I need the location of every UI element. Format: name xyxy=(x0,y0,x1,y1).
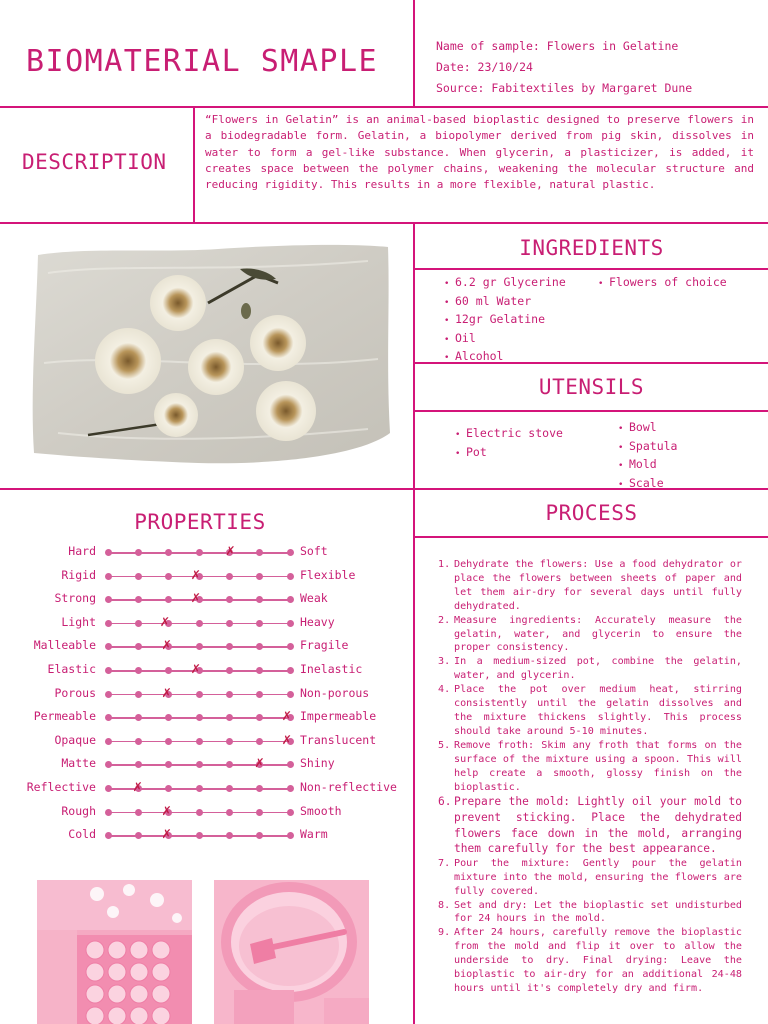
scale-dot xyxy=(196,809,203,816)
scale-dot xyxy=(196,643,203,650)
scale-dot xyxy=(287,596,294,603)
process-step-number: 1. xyxy=(438,559,451,570)
scale-dot xyxy=(165,785,172,792)
process-step-text: Remove froth: Skim any froth that forms on the surface of the mixture using a spoon. This will help create a smooth, glossy finish on the bioplastic. xyxy=(454,739,742,793)
scale-dot xyxy=(196,785,203,792)
scale-dot xyxy=(287,573,294,580)
scale-mark-icon: ✗ xyxy=(160,611,170,630)
property-right-label: Translucent xyxy=(300,732,377,747)
ingredients-list-2 xyxy=(598,274,727,293)
process-step-text: Place the pot over medium heat, stirring consistently until the gelatin dissolves and the mixture thickens slightly. This process should take around 5-10 minutes. xyxy=(454,684,742,737)
scale-mark-icon: ✗ xyxy=(162,824,172,843)
divider-header-bottom xyxy=(0,106,768,108)
property-scale-row xyxy=(0,777,410,802)
list-item: • Alcohol xyxy=(444,348,566,367)
sample-date: Date: 23/10/24 xyxy=(436,60,533,74)
sample-photo xyxy=(28,243,392,465)
scale-mark-icon: ✗ xyxy=(191,659,201,677)
scale-dot xyxy=(135,573,142,580)
scale-mark-icon: ✗ xyxy=(254,753,264,772)
list-item: • 12gr Gelatine xyxy=(444,311,566,330)
property-right-label: Warm xyxy=(300,827,328,842)
property-right-label: Non-porous xyxy=(300,685,370,700)
scale-dot xyxy=(226,761,233,768)
list-item: • 60 ml Water xyxy=(444,293,566,312)
description-text: “Flowers in Gelatin” is an animal-based bioplastic designed to preserve flowers in a biodegradable form. Gelatin, a biopolymer derived from pig skin, dissolves in water to form a gel-like substance. When glycerin, a plasticizer, is added, it creates space between the polymer chains, weakening the molecular structure and reducing rigidity. This results in a more flexible, natural plastic. xyxy=(205,113,754,192)
scale-dot xyxy=(165,738,172,745)
ingredients-list-1 xyxy=(444,274,566,367)
property-scale-row xyxy=(0,706,410,731)
scale-dot xyxy=(105,785,112,792)
scale-mark-icon: ✗ xyxy=(191,588,201,607)
property-left-label: Rigid xyxy=(61,567,96,582)
property-right-label: Non-reflective xyxy=(300,780,397,794)
scale-dot xyxy=(105,714,112,721)
scale-dot xyxy=(165,573,172,580)
scale-dot xyxy=(135,620,142,627)
process-step xyxy=(438,739,742,795)
list-item: • 6.2 gr Glycerine xyxy=(444,274,566,293)
divider-utensils-top xyxy=(415,410,768,412)
scale-dot xyxy=(287,785,294,792)
property-left-label: Opaque xyxy=(54,732,96,747)
scale-dot xyxy=(105,738,112,745)
scale-dot xyxy=(135,761,142,768)
scale-dot xyxy=(226,643,233,650)
scale-dot xyxy=(256,809,263,816)
property-left-label: Rough xyxy=(61,803,96,818)
divider-process-top xyxy=(415,536,768,538)
property-scale-row xyxy=(0,659,410,684)
scale-dot xyxy=(105,549,112,556)
scale-dot xyxy=(256,714,263,721)
property-scale-row xyxy=(0,635,410,660)
scale-dot xyxy=(165,714,172,721)
property-left-label: Matte xyxy=(61,756,96,771)
scale-dot xyxy=(135,643,142,650)
scale-dot xyxy=(135,667,142,674)
scale-dot xyxy=(256,785,263,792)
process-step-number: 6. xyxy=(438,795,452,809)
list-item: • Bowl xyxy=(618,419,677,438)
scale-dot xyxy=(256,832,263,839)
process-step xyxy=(438,614,742,656)
divider-header-vertical xyxy=(413,0,415,106)
process-step-text: Dehydrate the flowers: Use a food dehydrator or place the flowers between sheets of paper and let them air-dry for several days until fully dehydrated. xyxy=(454,559,742,612)
scale-dot xyxy=(196,761,203,768)
property-left-label: Light xyxy=(61,614,96,629)
property-right-label: Fragile xyxy=(300,638,349,653)
scale-dot xyxy=(226,620,233,627)
property-right-label: Smooth xyxy=(300,803,342,818)
scale-dot xyxy=(287,620,294,627)
scale-mark-icon: ✗ xyxy=(225,541,235,559)
scale-dot xyxy=(135,832,142,839)
process-step-number: 5. xyxy=(438,739,451,751)
scale-dot xyxy=(105,596,112,603)
scale-dot xyxy=(196,549,203,556)
utensils-list-2 xyxy=(618,419,677,493)
scale-dot xyxy=(196,714,203,721)
property-scale-row xyxy=(0,564,410,590)
list-item: • Pot xyxy=(455,444,563,463)
scale-dot xyxy=(135,691,142,698)
process-heading: PROCESS xyxy=(545,501,638,525)
list-item: • Electric stove xyxy=(455,425,563,444)
scale-dot xyxy=(287,832,294,839)
scale-dot xyxy=(105,620,112,627)
scale-mark-icon: ✗ xyxy=(132,777,142,795)
scale-dot xyxy=(105,809,112,816)
process-step xyxy=(438,899,742,927)
scale-mark-icon: ✗ xyxy=(191,564,201,583)
scale-dot xyxy=(287,691,294,698)
property-scale-row xyxy=(0,541,410,566)
scale-dot xyxy=(226,785,233,792)
property-scale-row xyxy=(0,729,410,755)
process-step xyxy=(438,926,742,996)
property-scale-row xyxy=(0,588,410,613)
sample-name: Name of sample: Flowers in Gelatine xyxy=(436,39,679,53)
process-step-number: 7. xyxy=(438,857,451,869)
scale-dot xyxy=(226,573,233,580)
scale-mark-icon: ✗ xyxy=(282,706,292,725)
list-item: • Oil xyxy=(444,330,566,349)
process-steps xyxy=(438,558,742,996)
property-right-label: Flexible xyxy=(300,567,356,582)
process-step-number: 2. xyxy=(438,614,451,626)
scale-mark-icon: ✗ xyxy=(282,729,292,748)
process-step xyxy=(438,683,742,739)
property-right-label: Soft xyxy=(300,544,328,558)
scale-dot xyxy=(287,809,294,816)
property-left-label: Elastic xyxy=(47,662,96,676)
divider-description-vertical xyxy=(193,108,195,222)
property-right-label: Heavy xyxy=(300,614,335,629)
property-left-label: Cold xyxy=(68,827,96,842)
scale-dot xyxy=(256,643,263,650)
property-left-label: Porous xyxy=(54,685,96,700)
process-step-text: Pour the mixture: Gently pour the gelatin mixture into the mold, ensuring the flowers are fully covered. xyxy=(454,857,742,897)
property-left-label: Strong xyxy=(54,591,96,606)
scale-mark-icon: ✗ xyxy=(162,635,172,654)
process-step-number: 9. xyxy=(438,927,451,939)
scale-dot xyxy=(287,667,294,674)
sample-meta xyxy=(436,36,692,99)
scale-dot xyxy=(196,620,203,627)
scale-dot xyxy=(105,667,112,674)
scale-mark-icon: ✗ xyxy=(162,682,172,701)
process-step-number: 8. xyxy=(438,899,451,911)
scale-dot xyxy=(226,809,233,816)
process-step xyxy=(438,857,742,899)
property-scale-row xyxy=(0,824,410,849)
property-left-label: Permeable xyxy=(33,709,96,724)
scale-dot xyxy=(105,573,112,580)
utensils-list-1 xyxy=(455,425,563,462)
scale-dot xyxy=(105,761,112,768)
property-right-label: Impermeable xyxy=(300,709,377,724)
process-step-number: 4. xyxy=(438,684,451,696)
scale-dot xyxy=(256,596,263,603)
scale-dot xyxy=(165,596,172,603)
property-left-label: Reflective xyxy=(26,780,96,794)
scale-dot xyxy=(196,738,203,745)
process-step xyxy=(438,655,742,683)
scale-dot xyxy=(226,596,233,603)
scale-dot xyxy=(196,832,203,839)
list-item: • Spatula xyxy=(618,438,677,457)
scale-dot xyxy=(165,667,172,674)
scale-dot xyxy=(256,667,263,674)
process-step-text: Set and dry: Let the bioplastic set undisturbed for 24 hours in the mold. xyxy=(454,899,742,925)
property-left-label: Hard xyxy=(68,544,96,558)
scale-dot xyxy=(105,643,112,650)
scale-dot xyxy=(165,761,172,768)
property-scale-row xyxy=(0,800,410,826)
scale-dot xyxy=(256,549,263,556)
property-right-label: Weak xyxy=(300,591,328,606)
scale-dot xyxy=(256,691,263,698)
ingredients-heading: INGREDIENTS xyxy=(519,236,664,260)
property-right-label: Inelastic xyxy=(300,662,363,676)
scale-dot xyxy=(226,691,233,698)
scale-dot xyxy=(256,620,263,627)
list-item: • Flowers of choice xyxy=(598,274,727,293)
property-scale-row xyxy=(0,682,410,708)
description-heading: DESCRIPTION xyxy=(22,150,167,174)
property-scale-row xyxy=(0,611,410,637)
mold-photo xyxy=(37,880,192,1024)
process-step-text: Prepare the mold: Lightly oil your mold to prevent sticking. Place the dehydrated flowers face down in the mold, arranging them carefully for the best appearance. xyxy=(454,795,742,856)
divider-description-bottom xyxy=(0,222,768,224)
scale-dot xyxy=(135,738,142,745)
scale-dot xyxy=(287,761,294,768)
sample-source: Source: Fabitextiles by Margaret Dune xyxy=(436,81,693,95)
scale-dot xyxy=(196,691,203,698)
scale-mark-icon: ✗ xyxy=(162,800,172,819)
process-step-text: After 24 hours, carefully remove the bioplastic from the mold and flip it over to allow the underside to dry. Final drying: Leave the bioplastic to air-dry for an additional 24-48 hours until it's completely dry and firm. xyxy=(454,927,742,994)
scale-dot xyxy=(226,738,233,745)
divider-ingredients-top xyxy=(415,268,768,270)
process-step xyxy=(438,558,742,614)
process-step xyxy=(438,794,742,856)
scale-dot xyxy=(287,643,294,650)
scale-dot xyxy=(165,549,172,556)
scale-dot xyxy=(256,738,263,745)
utensils-heading: UTENSILS xyxy=(538,375,645,399)
scale-dot xyxy=(226,714,233,721)
scale-dot xyxy=(105,691,112,698)
divider-middle-vertical xyxy=(413,224,415,1024)
process-step-text: Measure ingredients: Accurately measure the gelatin, water, and glycerin to ensure the proper consistency. xyxy=(454,614,742,654)
scale-dot xyxy=(135,549,142,556)
scale-dot xyxy=(287,549,294,556)
scale-dot xyxy=(226,832,233,839)
list-item: • Mold xyxy=(618,456,677,475)
scale-dot xyxy=(256,573,263,580)
scale-dot xyxy=(105,832,112,839)
property-right-label: Shiny xyxy=(300,756,335,771)
list-item: • Scale xyxy=(618,475,677,494)
process-step-text: In a medium-sized pot, combine the gelatin, water, and glycerin. xyxy=(454,656,742,682)
process-step-number: 3. xyxy=(438,656,451,668)
property-scale-row xyxy=(0,753,410,778)
page-title: BIOMATERIAL SMAPLE xyxy=(26,44,379,79)
scale-dot xyxy=(226,667,233,674)
property-left-label: Malleable xyxy=(33,638,96,653)
scale-dot xyxy=(135,596,142,603)
pot-photo xyxy=(214,880,369,1024)
scale-dot xyxy=(135,714,142,721)
scale-dot xyxy=(135,809,142,816)
properties-heading: PROPERTIES xyxy=(134,510,266,534)
